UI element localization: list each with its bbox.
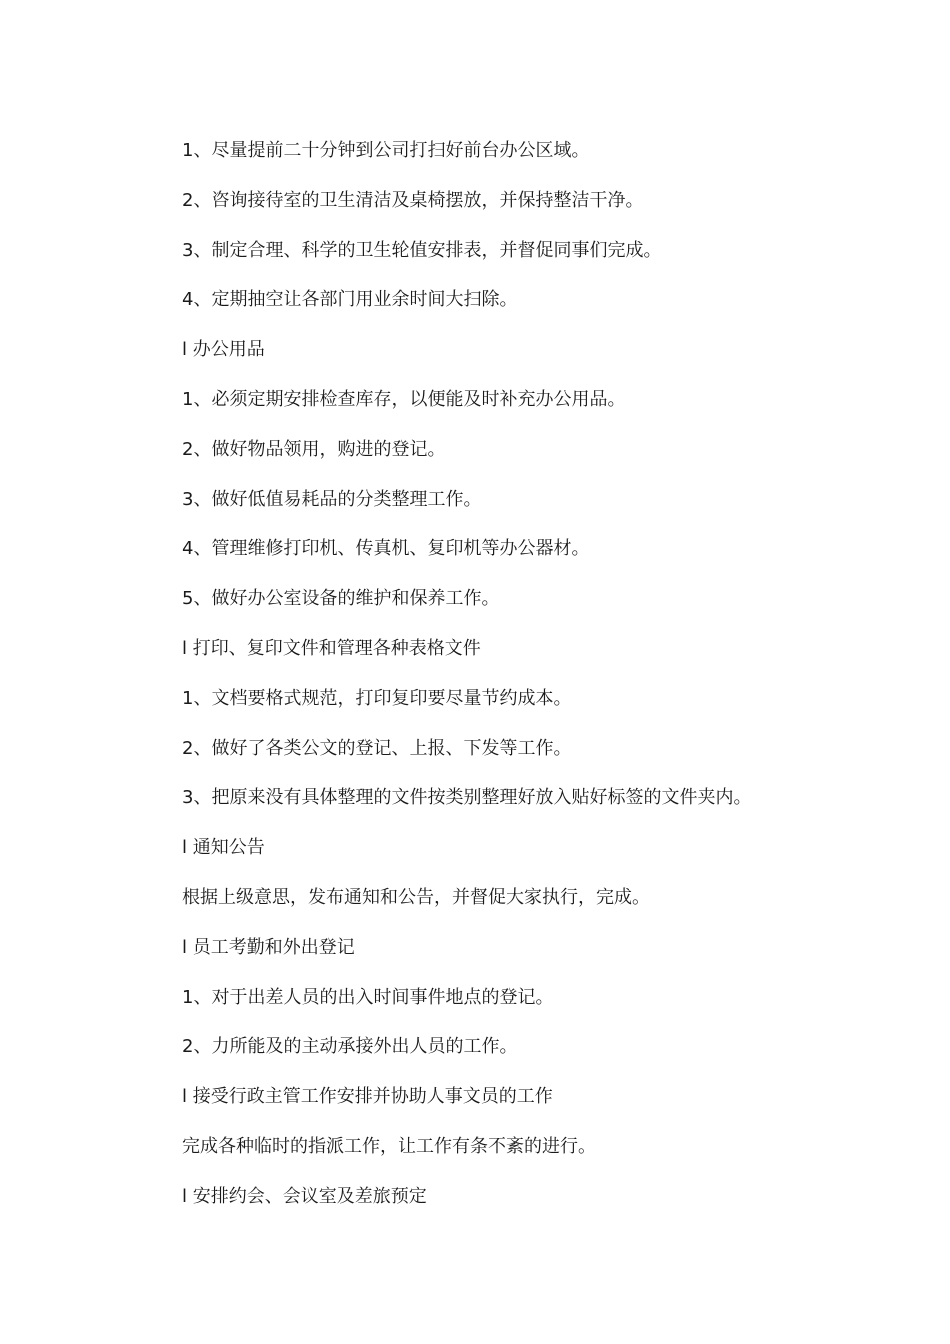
attendance-item-2: 2、力所能及的主动承接外出人员的工作。 xyxy=(182,1036,518,1058)
section-heading-scheduling: l 安排约会、会议室及差旅预定 xyxy=(182,1185,427,1207)
supplies-item-3: 3、做好低值易耗品的分类整理工作。 xyxy=(182,488,482,510)
printing-item-1: 1、文档要格式规范，打印复印要尽量节约成本。 xyxy=(182,687,572,709)
section-heading-printing: l 打印、复印文件和管理各种表格文件 xyxy=(182,637,481,659)
cleaning-item-1: 1、尽量提前二十分钟到公司打扫好前台办公区域。 xyxy=(182,140,590,161)
printing-item-2: 2、做好了各类公文的登记、上报、下发等工作。 xyxy=(182,737,572,759)
cleaning-item-2: 2、咨询接待室的卫生清洁及桌椅摆放，并保持整洁干净。 xyxy=(182,189,644,211)
printing-item-3: 3、把原来没有具体整理的文件按类别整理好放入贴好标签的文件夹内。 xyxy=(182,787,752,809)
attendance-item-1: 1、对于出差人员的出入时间事件地点的登记。 xyxy=(182,986,554,1008)
section-heading-attendance: l 员工考勤和外出登记 xyxy=(182,936,355,958)
cleaning-item-4: 4、定期抽空让各部门用业余时间大扫除。 xyxy=(182,289,518,311)
section-heading-notices: l 通知公告 xyxy=(182,837,265,859)
supplies-item-5: 5、做好办公室设备的维护和保养工作。 xyxy=(182,588,500,610)
supplies-item-2: 2、做好物品领用，购进的登记。 xyxy=(182,438,446,460)
document-body xyxy=(182,137,882,1233)
section-heading-assist: l 接受行政主管工作安排并协助人事文员的工作 xyxy=(182,1086,553,1108)
notices-text: 根据上级意思，发布通知和公告，并督促大家执行，完成。 xyxy=(182,886,650,908)
cleaning-item-3: 3、制定合理、科学的卫生轮值安排表，并督促同事们完成。 xyxy=(182,239,662,261)
supplies-item-1: 1、必须定期安排检查库存，以便能及时补充办公用品。 xyxy=(182,388,626,410)
section-heading-office-supplies: l 办公用品 xyxy=(182,339,265,361)
supplies-item-4: 4、管理维修打印机、传真机、复印机等办公器材。 xyxy=(182,538,590,560)
assist-text: 完成各种临时的指派工作，让工作有条不紊的进行。 xyxy=(182,1135,596,1157)
